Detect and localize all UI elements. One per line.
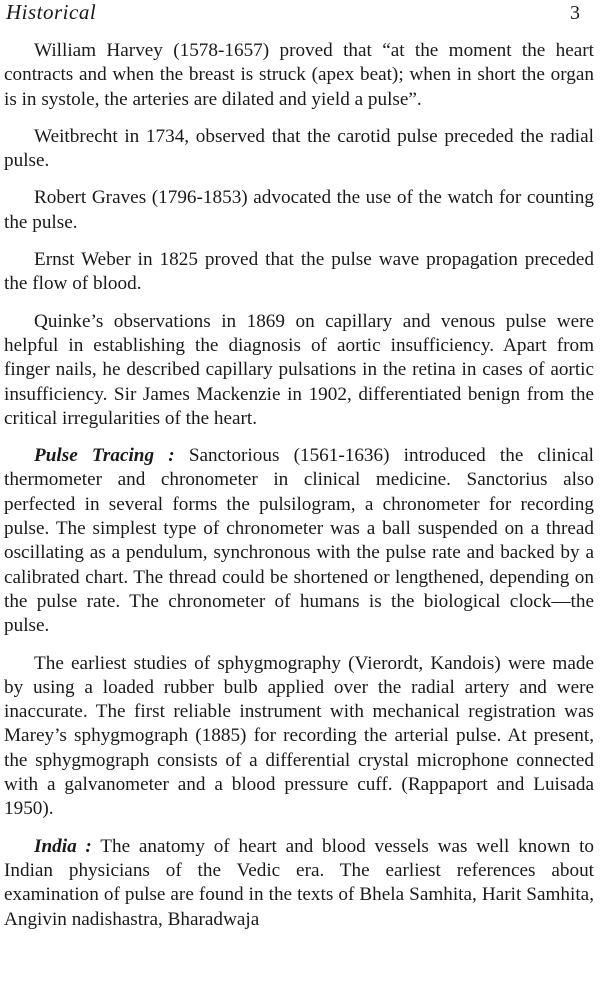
paragraph-pulse-tracing: [4, 444, 594, 638]
running-head: [4, 0, 594, 30]
india-text: The anatomy of heart and blood vessels was well known to Indian physicians of the Vedic era. The earliest references about examination of pulse are found in the texts of Bhela Samhita, Harit Samhita, Angivin nadishastra, Bharadwaja: [4, 835, 595, 930]
paragraph-weber: Ernst Weber in 1825 proved that the pulse wave propagation preceded the flow of blood.: [4, 249, 594, 295]
paragraph-graves: Robert Graves (1796-1853) advocated the use of the watch for counting the pulse.: [4, 187, 594, 233]
paragraph-india: [4, 835, 594, 932]
paragraph-weitbrecht: Weitbrecht in 1734, observed that the carotid pulse preceded the radial pulse.: [4, 125, 594, 172]
page-number: 3: [570, 2, 580, 24]
running-head-title: Historical: [6, 0, 97, 24]
paragraph-quinke: Quinke’s observations in 1869 on capillary and venous pulse were helpful in establishing the diagnosis of aortic insufficiency. Apart from finger nails, he described capillary pulsations in the retina in cases of aortic insufficiency. Sir James Mackenzie in 1902, differentiated benign from the critical irregularities of the heart.: [4, 310, 594, 429]
pulse-tracing-heading: Pulse Tracing :: [34, 445, 175, 467]
page-body: [4, 39, 594, 932]
pulse-tracing-text: Sanctorious (1561-1636) introduced the clinical thermometer and chronometer in clinical medicine. Sanctorius also perfected in several forms the pulsilogram, a chronometer for recording pulse. The simplest type of chronometer was a ball suspended on a thread oscillating as a pendulum, synchronous with the pulse rate and backed by a calibrated chart. The thread could be shortened or lengthened, depending on the pulse rate. The chronometer of humans is the biological clock—the pulse.: [4, 445, 594, 637]
india-heading: India :: [34, 835, 92, 857]
paragraph-harvey: William Harvey (1578-1657) proved that “at the moment the heart contracts and when the breast is struck (apex beat); when in short the organ is in systole, the arteries are dilated and yield a pulse”.: [4, 40, 594, 110]
paragraph-sphygmography: The earliest studies of sphygmography (Vierordt, Kandois) were made by using a loaded rubber bulb applied over the radial artery and were inaccurate. The first reliable instrument with mechanical registration was Marey’s sphygmograph (1885) for recording the arterial pulse. At present, the sphygmograph consists of a differential crystal microphone connected with a galvanometer and a blood pressure cuff. (Rappaport and Luisada 1950).: [4, 652, 594, 820]
